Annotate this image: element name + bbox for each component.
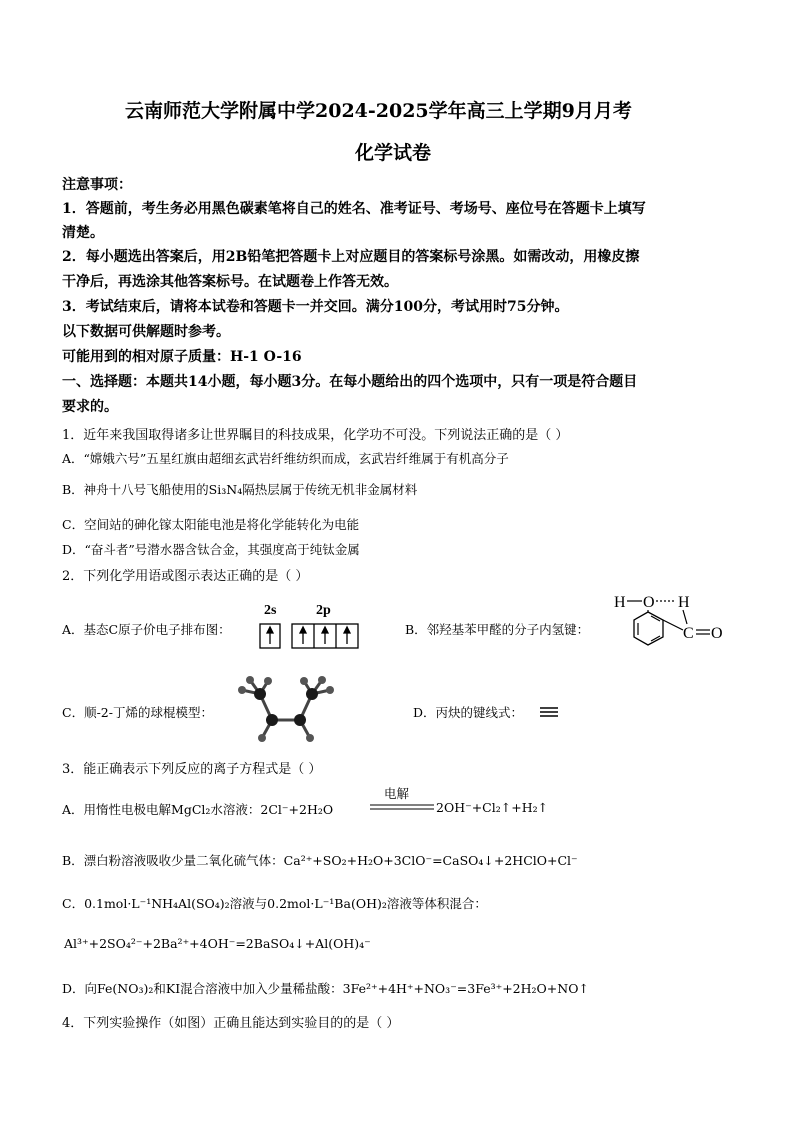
orbital-label-2s: 2s: [264, 603, 277, 618]
triple-bond-icon: [538, 705, 560, 719]
note-line: 清楚。: [62, 225, 104, 241]
atomic-mass-line: 可能用到的相对原子质量：H-1 O-16: [62, 349, 302, 365]
question-1-option-b: B．神舟十八号飞船使用的Si₃N₄隔热层属于传统无机非金属材料: [62, 482, 418, 497]
svg-text:O: O: [643, 594, 655, 611]
question-4-stem: 4．下列实验操作（如图）正确且能达到实验目的的是（ ）: [62, 1016, 400, 1031]
section-heading: 一、选择题：本题共14小题，每小题3分。在每小题给出的四个选项中，只有一项是符合题目: [62, 374, 638, 390]
svg-text:O: O: [711, 625, 723, 642]
question-2-option-a: A．基态C原子价电子排布图：: [62, 622, 231, 637]
question-3-stem: 3．能正确表示下列反应的离子方程式是（ ）: [62, 762, 322, 777]
orbital-label-2p: 2p: [316, 603, 331, 618]
question-1-option-a: A．“嫦娥六号”五星红旗由超细玄武岩纤维纺织而成，玄武岩纤维属于有机高分子: [62, 451, 509, 466]
electrolysis-condition: 电解: [384, 786, 410, 801]
question-3-option-b: B．漂白粉溶液吸收少量二氧化硫气体：Ca²⁺+SO₂+H₂O+3ClO⁻=CaSO₄↓+2HClO+Cl⁻: [62, 853, 578, 868]
svg-text:H: H: [614, 594, 626, 611]
equals-arrow-icon: [370, 803, 434, 811]
data-note: 以下数据可供解题时参考。: [62, 324, 230, 340]
note-line: 干净后，再选涂其他答案标号。在试题卷上作答无效。: [62, 274, 398, 290]
svg-text:C: C: [683, 625, 694, 642]
page-title: 云南师范大学附属中学2024-2025学年高三上学期9月月考: [125, 100, 632, 122]
note-line: 2．每小题选出答案后，用2B铅笔把答题卡上对应题目的答案标号涂黑。如需改动，用橡皮擦: [62, 249, 640, 265]
question-2-stem: 2．下列化学用语或图示表达正确的是（ ）: [62, 569, 309, 584]
question-1-option-c: C．空间站的砷化镓太阳能电池是将化学能转化为电能: [62, 517, 360, 532]
notes-heading: 注意事项：: [62, 177, 132, 193]
hydrogen-bond-structure-icon: [610, 590, 730, 664]
section-heading: 要求的。: [62, 399, 118, 415]
question-3-option-c-equation: Al³⁺+2SO₄²⁻+2Ba²⁺+4OH⁻=2BaSO₄↓+Al(OH)₄⁻: [64, 936, 371, 951]
question-2-option-d: D．丙炔的键线式：: [413, 705, 524, 720]
question-1-option-d: D．“奋斗者”号潜水器含钛合金，其强度高于纯钛金属: [62, 542, 360, 557]
orbital-diagram-icon: [258, 600, 364, 654]
question-2-option-c: C．顺-2-丁烯的球棍模型：: [62, 705, 213, 720]
question-3-option-d: D．向Fe(NO₃)₂和KI混合溶液中加入少量稀盐酸：3Fe²⁺+4H⁺+NO₃⁻=3Fe³⁺+2H₂O+NO↑: [62, 981, 589, 996]
question-3-option-a-products: 2OH⁻+Cl₂↑+H₂↑: [436, 800, 549, 815]
question-2-option-b: B．邻羟基苯甲醛的分子内氢键：: [405, 622, 590, 637]
question-1-stem: 1．近年来我国取得诸多让世界瞩目的科技成果，化学功不可没。下列说法正确的是（ ）: [62, 428, 569, 443]
svg-text:H: H: [678, 594, 690, 611]
question-3-option-c: C．0.1mol·L⁻¹NH₄Al(SO₄)₂溶液与0.2mol·L⁻¹Ba(OH)₂溶液等体积混合：: [62, 896, 487, 911]
note-line: 1．答题前，考生务必用黑色碳素笔将自己的姓名、准考证号、考场号、座位号在答题卡上填写: [62, 201, 646, 217]
ball-stick-model-icon: [228, 676, 346, 748]
note-line: 3．考试结束后，请将本试卷和答题卡一并交回。满分100分，考试用时75分钟。: [62, 299, 569, 315]
question-3-option-a: A．用惰性电极电解MgCl₂水溶液：2Cl⁻+2H₂O: [62, 802, 334, 817]
page-subtitle: 化学试卷: [355, 142, 432, 164]
